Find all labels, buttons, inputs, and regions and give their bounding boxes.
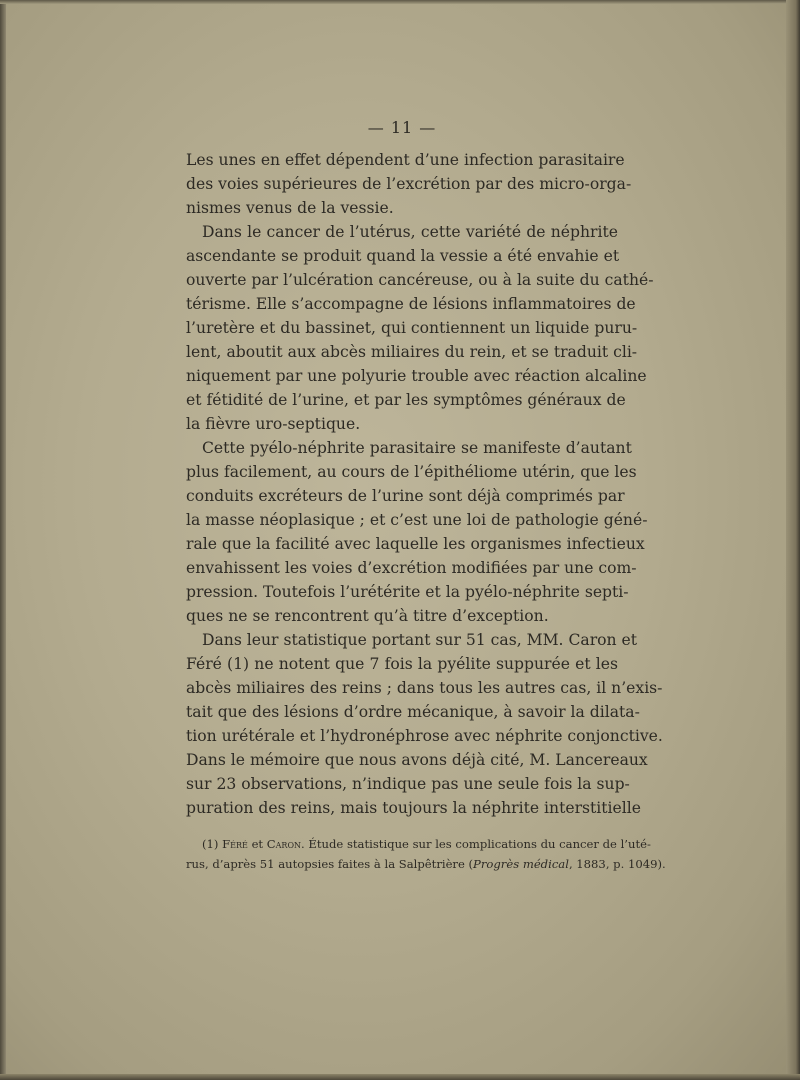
text-line: des voies supérieures de l’excrétion par des micro-orga- [186, 175, 632, 193]
text-line: Féré (1) ne notent que 7 fois la pyélite suppurée et les [186, 655, 618, 673]
page-left-edge-shadow [0, 0, 6, 1080]
text-line: lent, aboutit aux abcès miliaires du rein, et se traduit cli- [186, 343, 638, 361]
text-line: térisme. Elle s’accompagne de lésions inflammatoires de [186, 295, 636, 313]
text-line: puration des reins, mais toujours la néphrite interstitielle [186, 799, 641, 817]
text-line: ques ne se rencontrent qu’à titre d’exception. [186, 607, 549, 625]
page-right-edge-shadow [786, 0, 800, 1080]
text-line: plus facilement, au cours de l’épithéliome utérin, que les [186, 463, 637, 481]
text-line: rale que la facilité avec laquelle les organismes infectieux [186, 535, 645, 553]
footnote-journal: Progrès médical [473, 857, 569, 871]
page-bottom-edge-shadow [0, 1074, 800, 1080]
footnote-text: . Étude statistique sur les complications du cancer de l’uté- [301, 837, 651, 851]
text-line: Les unes en effet dépendent d’une infection parasitaire [186, 151, 625, 169]
text-line: pression. Toutefois l’urétérite et la pyélo-néphrite septi- [186, 583, 629, 601]
text-line: Dans leur statistique portant sur 51 cas, MM. Caron et [202, 631, 638, 649]
text-line: tait que des lésions d’ordre mécanique, à savoir la dilata- [186, 703, 640, 721]
text-line: sur 23 observations, n’indique pas une seule fois la sup- [186, 775, 630, 793]
footnote-text: , 1883, p. 1049). [568, 857, 666, 871]
text-line: ascendante se produit quand la vessie a été envahie et [186, 247, 620, 265]
text-line: et fétidité de l’urine, et par les symptômes généraux de [186, 391, 626, 409]
footnote-author: Féré [222, 837, 248, 851]
text-line: la fièvre uro-septique. [186, 415, 361, 433]
text-line: niquement par une polyurie trouble avec réaction alcaline [186, 367, 647, 385]
footnote-author: Caron [266, 837, 302, 851]
footnote-marker: (1) [202, 837, 219, 851]
text-line: tion urétérale et l’hydronéphrose avec néphrite conjonctive. [186, 727, 663, 745]
footnote-line-2 [186, 854, 666, 874]
text-line: envahissent les voies d’excrétion modifiées par une com- [186, 559, 637, 577]
text-line: nismes venus de la vessie. [186, 199, 394, 217]
text-line: abcès miliaires des reins ; dans tous les autres cas, il n’exis- [186, 679, 663, 697]
footnote-conjunction: et [251, 837, 264, 851]
text-line: conduits excréteurs de l’urine sont déjà comprimés par [186, 487, 625, 505]
text-line: l’uretère et du bassinet, qui contiennent un liquide puru- [186, 319, 638, 337]
footnote-line-1 [186, 834, 651, 854]
text-line: la masse néoplasique ; et c’est une loi de pathologie géné- [186, 511, 648, 529]
text-line: ouverte par l’ulcération cancéreuse, ou à la suite du cathé- [186, 271, 654, 289]
footnote-text: rus, d’après 51 autopsies faites à la Salpêtrière ( [186, 857, 474, 871]
text-line: Cette pyélo-néphrite parasitaire se manifeste d’autant [202, 439, 632, 457]
text-line: Dans le mémoire que nous avons déjà cité, M. Lancereaux [186, 751, 648, 769]
page-number: — 11 — [367, 118, 437, 137]
page-top-edge-shadow [0, 0, 800, 4]
text-line: Dans le cancer de l’utérus, cette variété de néphrite [202, 223, 618, 241]
